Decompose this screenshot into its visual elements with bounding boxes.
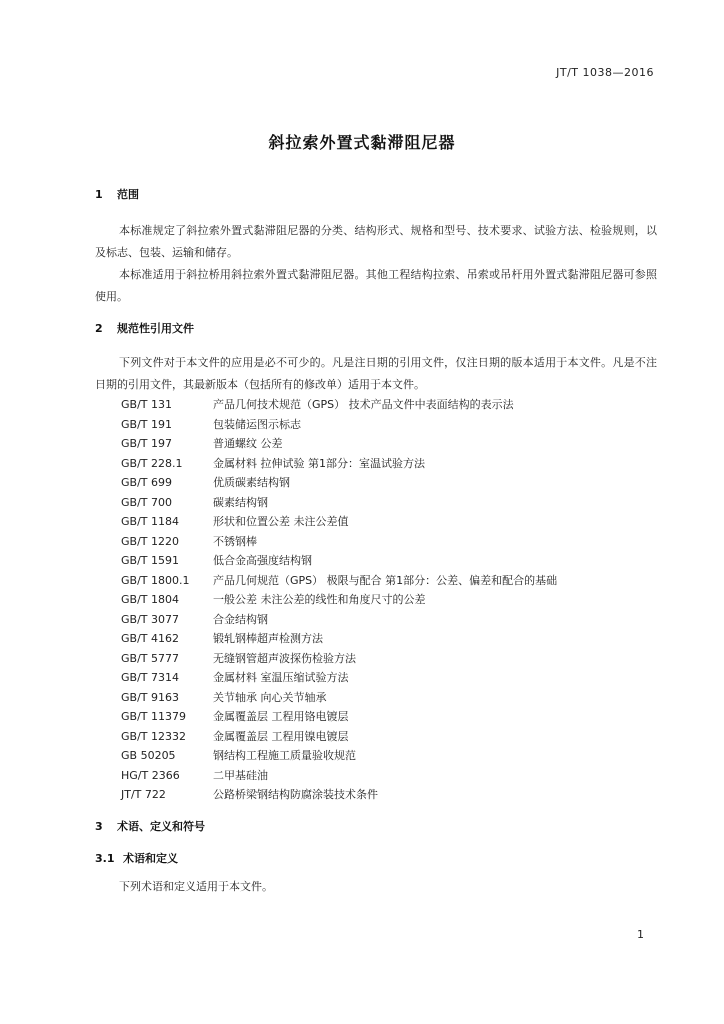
scope-paragraph-2: 本标准适用于斜拉桥用斜拉索外置式黏滞阻尼器。其他工程结构拉索、吊索或吊杆用外置式黏滞阻尼器可参照使用。	[95, 268, 657, 303]
reference-code: GB/T 131	[121, 398, 172, 411]
reference-code: HG/T 2366	[121, 768, 180, 782]
reference-code: GB/T 197	[121, 437, 172, 450]
reference-list	[121, 395, 661, 805]
reference-code: GB/T 1800.1	[121, 573, 190, 587]
reference-item	[121, 610, 661, 630]
reference-title: 二甲基硅油	[213, 768, 268, 782]
reference-item	[121, 785, 661, 805]
reference-title: 锻轧钢棒超声检测方法	[213, 632, 323, 645]
reference-title: 金属覆盖层 工程用铬电镀层	[213, 710, 349, 723]
reference-item	[121, 434, 661, 454]
reference-item	[121, 727, 661, 747]
reference-code: GB/T 1220	[121, 534, 179, 548]
reference-item	[121, 473, 661, 493]
section-title: 范围	[117, 188, 139, 201]
reference-code: GB/T 12332	[121, 729, 186, 743]
reference-code: GB/T 9163	[121, 690, 179, 704]
standard-code: JT/T 1038—2016	[556, 66, 654, 79]
reference-title: 普通螺纹 公差	[213, 437, 283, 450]
section-number: 1	[95, 188, 103, 201]
reference-title: 公路桥梁钢结构防腐涂装技术条件	[213, 788, 378, 801]
section-title: 规范性引用文件	[117, 322, 194, 335]
reference-code: GB/T 11379	[121, 710, 186, 723]
subsection-number: 3.1	[95, 852, 115, 865]
reference-code: GB/T 5777	[121, 651, 179, 665]
section-3-heading	[95, 818, 205, 834]
section-2-heading	[95, 320, 194, 336]
reference-item	[121, 454, 661, 474]
reference-title: 无缝钢管超声波探伤检验方法	[213, 651, 356, 665]
reference-item	[121, 512, 661, 532]
reference-code: GB/T 1804	[121, 593, 179, 606]
reference-code: GB/T 1591	[121, 554, 179, 567]
reference-title: 金属覆盖层 工程用镍电镀层	[213, 729, 349, 743]
section-number: 2	[95, 322, 103, 335]
reference-item	[121, 649, 661, 669]
reference-item	[121, 766, 661, 786]
page-number: 1	[637, 928, 644, 941]
reference-item	[121, 746, 661, 766]
reference-title: 金属材料 室温压缩试验方法	[213, 671, 349, 684]
reference-code: GB 50205	[121, 749, 176, 762]
reference-item	[121, 590, 661, 610]
subsection-title: 术语和定义	[123, 852, 178, 865]
reference-item	[121, 668, 661, 688]
reference-item	[121, 532, 661, 552]
section-1-heading	[95, 186, 139, 202]
reference-item	[121, 707, 661, 727]
reference-code: GB/T 228.1	[121, 456, 183, 470]
reference-title: 合金结构钢	[213, 612, 268, 626]
scope-paragraph-1: 本标准规定了斜拉索外置式黏滞阻尼器的分类、结构形式、规格和型号、技术要求、试验方法、检验规则，以及标志、包装、运输和储存。	[95, 224, 657, 259]
reference-title: 一般公差 未注公差的线性和角度尺寸的公差	[213, 593, 426, 606]
reference-title: 优质碳素结构钢	[213, 476, 290, 489]
reference-code: GB/T 4162	[121, 632, 179, 645]
reference-code: GB/T 3077	[121, 612, 179, 626]
reference-title: 不锈钢棒	[213, 534, 257, 548]
reference-item	[121, 415, 661, 435]
subsection-3-1-heading	[95, 850, 178, 866]
reference-title: 钢结构工程施工质量验收规范	[213, 749, 356, 762]
section-title: 术语、定义和符号	[117, 820, 205, 833]
reference-item	[121, 493, 661, 513]
reference-title: 形状和位置公差 未注公差值	[213, 515, 349, 528]
references-intro: 下列文件对于本文件的应用是必不可少的。凡是注日期的引用文件，仅注日期的版本适用于本文件。凡是不注日期的引用文件，其最新版本（包括所有的修改单）适用于本文件。	[95, 356, 657, 391]
terms-intro: 下列术语和定义适用于本文件。	[119, 880, 273, 893]
section-number: 3	[95, 820, 103, 833]
reference-code: JT/T 722	[121, 788, 166, 801]
reference-code: GB/T 7314	[121, 671, 179, 684]
reference-code: GB/T 700	[121, 495, 172, 509]
reference-item	[121, 571, 661, 591]
reference-title: 包装储运图示标志	[213, 417, 301, 431]
reference-title: 碳素结构钢	[213, 495, 268, 509]
reference-item	[121, 551, 661, 571]
document-title: 斜拉索外置式黏滞阻尼器	[268, 133, 456, 152]
reference-title: 产品几何技术规范（GPS） 技术产品文件中表面结构的表示法	[213, 398, 514, 411]
reference-title: 关节轴承 向心关节轴承	[213, 690, 327, 704]
reference-title: 金属材料 拉伸试验 第1部分：室温试验方法	[213, 456, 425, 470]
reference-code: GB/T 1184	[121, 515, 179, 528]
reference-title: 低合金高强度结构钢	[213, 554, 312, 567]
reference-code: GB/T 699	[121, 476, 172, 489]
reference-code: GB/T 191	[121, 417, 172, 431]
reference-title: 产品几何规范（GPS） 极限与配合 第1部分：公差、偏差和配合的基础	[213, 573, 558, 587]
reference-item	[121, 395, 661, 415]
reference-item	[121, 629, 661, 649]
reference-item	[121, 688, 661, 708]
